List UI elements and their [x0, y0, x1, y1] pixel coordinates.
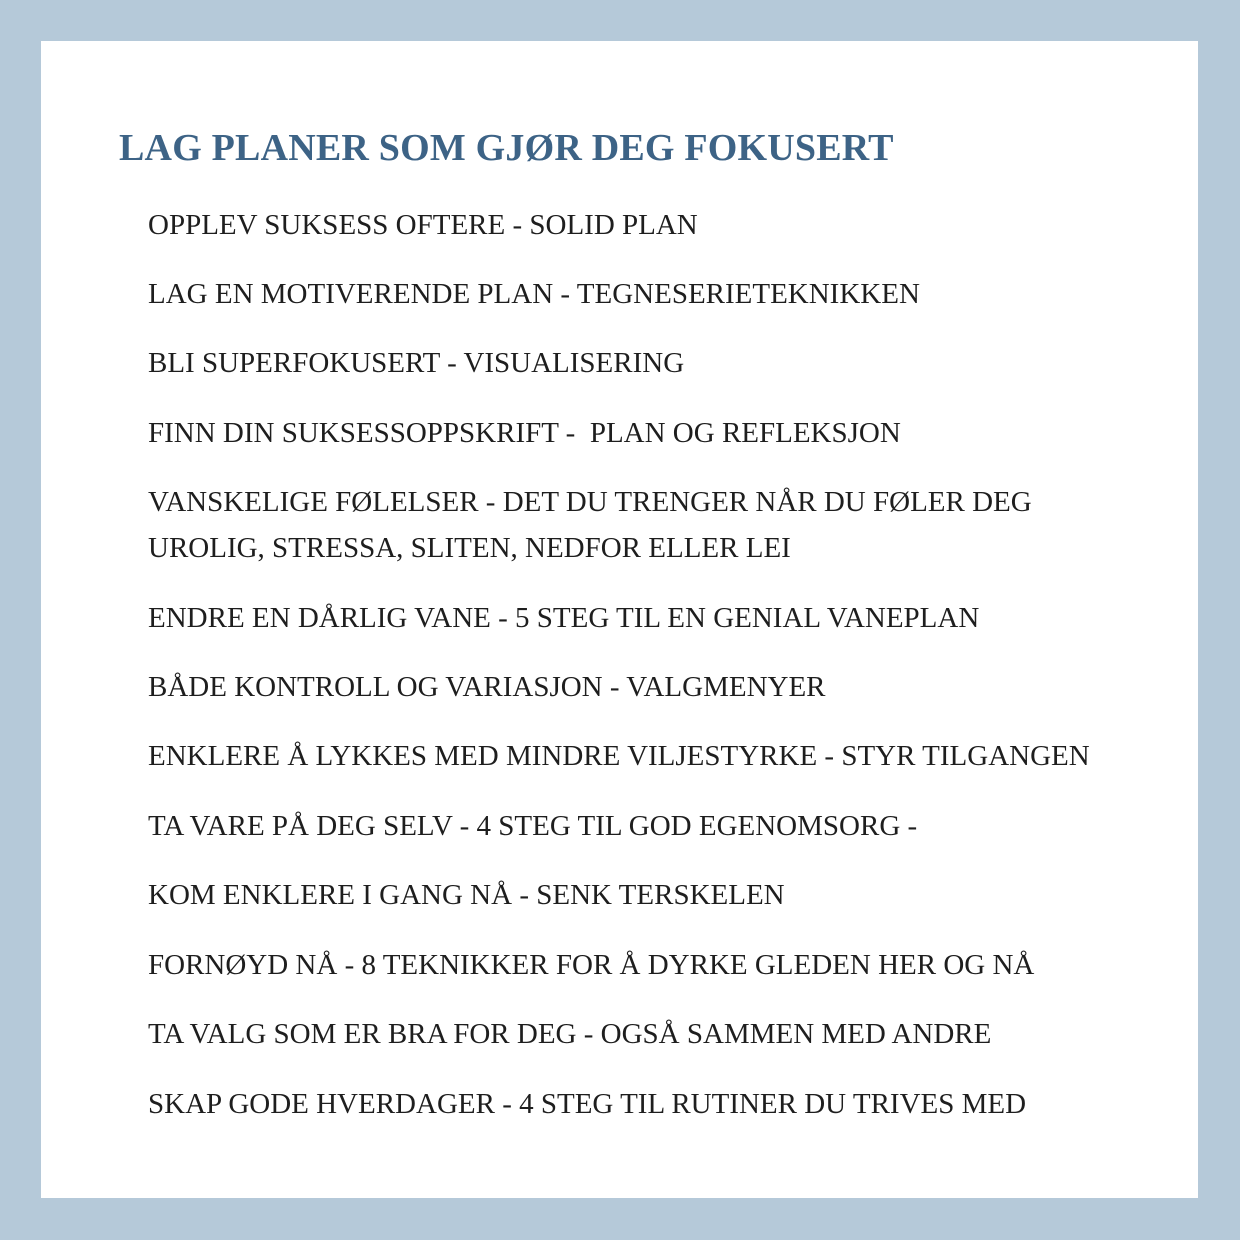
list-item: FORNØYD NÅ - 8 TEKNIKKER FOR Å DYRKE GLEDEN HER OG NÅ — [148, 949, 1035, 981]
list-item: BLI SUPERFOKUSERT - VISUALISERING — [148, 347, 685, 379]
list-item: TA VARE PÅ DEG SELV - 4 STEG TIL GOD EGENOMSORG - — [148, 810, 918, 842]
content-panel — [41, 41, 1198, 1198]
list-item: LAG EN MOTIVERENDE PLAN - TEGNESERIETEKNIKKEN — [148, 278, 920, 310]
list-item: KOM ENKLERE I GANG NÅ - SENK TERSKELEN — [148, 879, 785, 911]
list-item: OPPLEV SUKSESS OFTERE - SOLID PLAN — [148, 209, 698, 241]
list-item: ENKLERE Å LYKKES MED MINDRE VILJESTYRKE - STYR TILGANGEN — [148, 740, 1090, 772]
list-item: SKAP GODE HVERDAGER - 4 STEG TIL RUTINER DU TRIVES MED — [148, 1088, 1027, 1120]
page-title: LAG PLANER SOM GJØR DEG FOKUSERT — [119, 127, 894, 169]
list-item: FINN DIN SUKSESSOPPSKRIFT - PLAN OG REFLEKSJON — [148, 417, 901, 449]
list-item: BÅDE KONTROLL OG VARIASJON - VALGMENYER — [148, 671, 826, 703]
list-item: ENDRE EN DÅRLIG VANE - 5 STEG TIL EN GENIAL VANEPLAN — [148, 602, 980, 634]
list-item: VANSKELIGE FØLELSER - DET DU TRENGER NÅR DU FØLER DEG UROLIG, STRESSA, SLITEN, NEDFOR ELLER LEI — [148, 486, 1032, 564]
list-item: TA VALG SOM ER BRA FOR DEG - OGSÅ SAMMEN MED ANDRE — [148, 1018, 992, 1050]
